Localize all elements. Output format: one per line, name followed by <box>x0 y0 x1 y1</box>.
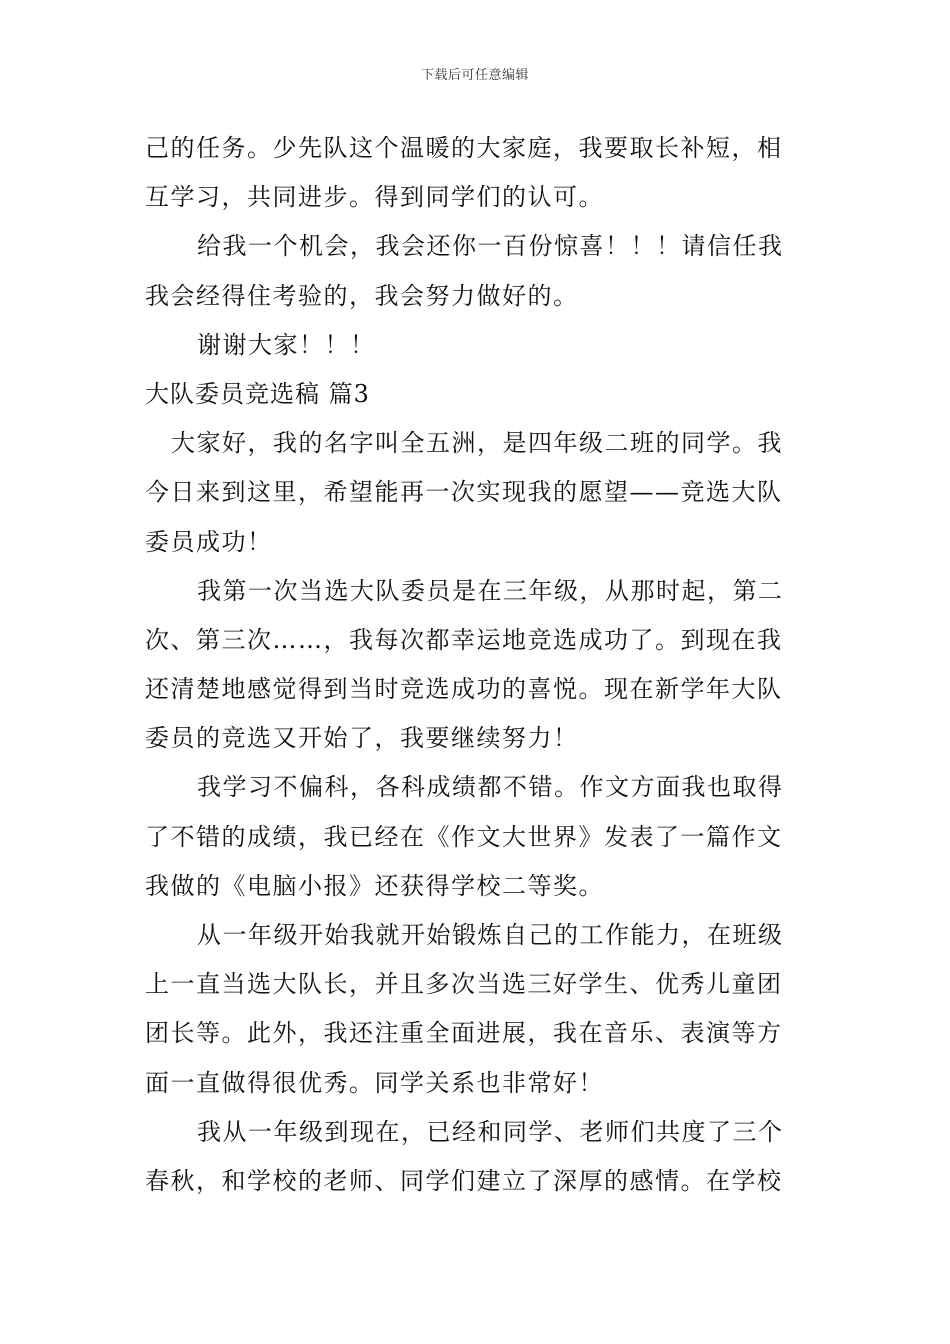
text-line: 我做的《电脑小报》还获得学校二等奖。 <box>145 871 604 900</box>
text-line: 委员成功！ <box>145 527 273 556</box>
text-line: 春秋，和学校的老师、同学们建立了深厚的感情。在学校 <box>145 1166 783 1195</box>
text-line: 给我一个机会，我会还你一百份惊喜！！！请信任我 <box>197 232 784 261</box>
text-line: 面一直做得很优秀。同学关系也非常好！ <box>145 1068 604 1097</box>
text-line: 上一直当选大队长，并且多次当选三好学生、优秀儿童团 <box>145 970 783 999</box>
text-line: 互学习，共同进步。得到同学们的认可。 <box>145 183 604 212</box>
text-line: 我会经得住考验的，我会努力做好的。 <box>145 281 579 310</box>
text-line: 从一年级开始我就开始锻炼自己的工作能力，在班级 <box>197 921 784 949</box>
text-line: 我从一年级到现在，已经和同学、老师们共度了三个 <box>197 1117 784 1146</box>
text-line: 我学习不偏科，各科成绩都不错。作文方面我也取得 <box>197 773 784 802</box>
text-line: 次、第三次……，我每次都幸运地竞选成功了。到现在我 <box>145 625 783 654</box>
text-line: 我第一次当选大队委员是在三年级，从那时起，第二 <box>197 576 784 605</box>
text-line: 大家好，我的名字叫全五洲，是四年级二班的同学。我 <box>171 429 783 458</box>
text-line: 委员的竞选又开始了，我要继续努力！ <box>145 724 579 753</box>
text-line: 己的任务。少先队这个温暖的大家庭，我要取长补短，相 <box>145 134 783 162</box>
text-line: 谢谢大家！！！ <box>197 330 376 359</box>
page-header: 下载后可任意编辑 <box>420 68 529 83</box>
text-line: 今日来到这里，希望能再一次实现我的愿望——竞选大队 <box>145 478 783 507</box>
text-line: 团长等。此外，我还注重全面进展，我在音乐、表演等方 <box>145 1019 783 1048</box>
document-body <box>145 124 805 1206</box>
text-line: 还清楚地感觉得到当时竞选成功的喜悦。现在新学年大队 <box>145 675 783 704</box>
section-title: 大队委员竞选稿 篇3 <box>145 379 370 408</box>
text-line: 了不错的成绩，我已经在《作文大世界》发表了一篇作文 <box>145 822 783 851</box>
